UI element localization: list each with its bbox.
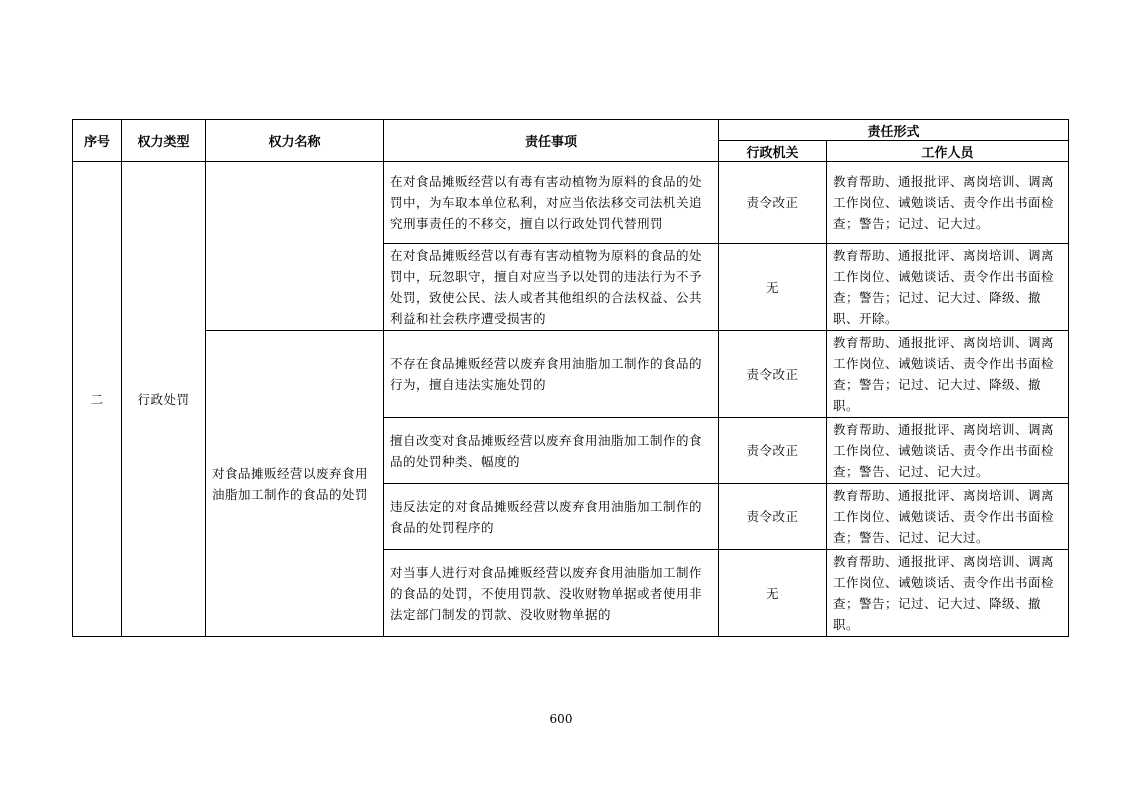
admin-org-text: 无 xyxy=(765,585,779,601)
staff-text: 教育帮助、通报批评、离岗培训、调离工作岗位、诫勉谈话、责令作出书面检查；警告；记过、记大过、降级、撤职、开除。 xyxy=(833,248,1055,326)
admin-org-text: 责令改正 xyxy=(746,366,799,382)
header-power-name: 权力名称 xyxy=(206,120,384,162)
responsibility-cell xyxy=(384,484,719,550)
staff-text: 教育帮助、通报批评、离岗培训、调离工作岗位、诫勉谈话、责令作出书面检查；警告；记过、记大过、降级、撤职。 xyxy=(833,335,1055,413)
responsibility-table-container xyxy=(72,119,1068,637)
header-responsibility-form: 责任形式 xyxy=(719,120,1069,141)
responsibility-text: 对当事人进行对食品摊贩经营以废弃食用油脂加工制作的食品的处罚，不使用罚款、没收财物单据或者使用非法定部门制发的罚款、没收财物单据的 xyxy=(390,564,703,622)
header-admin-org: 行政机关 xyxy=(719,141,827,162)
admin-org-cell xyxy=(719,162,827,244)
responsibility-cell xyxy=(384,550,719,637)
header-responsibility: 责任事项 xyxy=(384,120,719,162)
page-number: 600 xyxy=(549,712,573,726)
admin-org-cell xyxy=(719,331,827,418)
power-type-cell xyxy=(122,162,206,637)
header-staff: 工作人员 xyxy=(827,141,1069,162)
admin-org-cell xyxy=(719,550,827,637)
table-row xyxy=(73,331,1069,418)
responsibility-text: 违反法定的对食品摊贩经营以废弃食用油脂加工制作的食品的处罚程序的 xyxy=(390,498,703,535)
admin-org-cell xyxy=(719,418,827,484)
staff-cell xyxy=(827,331,1069,418)
responsibility-cell xyxy=(384,162,719,244)
staff-text: 教育帮助、通报批评、离岗培训、调离工作岗位、诫勉谈话、责令作出书面检查；警告、记过、记大过。 xyxy=(833,422,1055,479)
seq-value: 二 xyxy=(90,391,104,407)
header-power-type: 权力类型 xyxy=(122,120,206,162)
staff-cell xyxy=(827,244,1069,331)
responsibility-cell xyxy=(384,331,719,418)
power-name-cell xyxy=(206,331,384,637)
admin-org-text: 责令改正 xyxy=(746,195,799,210)
responsibility-text: 在对食品摊贩经营以有毒有害动植物为原料的食品的处罚中，玩忽职守，擅自对应当予以处罚的违法行为不予处罚，致使公民、法人或者其他组织的合法权益、公共利益和社会秩序遭受损害的 xyxy=(390,248,703,326)
staff-text: 教育帮助、通报批评、离岗培训、调离工作岗位、诫勉谈话、责令作出书面检查；警告；记过、记大过、降级、撤职。 xyxy=(833,554,1055,632)
responsibility-text: 在对食品摊贩经营以有毒有害动植物为原料的食品的处罚中，为车取本单位私利，对应当依法移交司法机关追究刑事责任的不移交，擅自以行政处罚代替刑罚 xyxy=(390,174,703,231)
seq-cell xyxy=(73,162,122,637)
responsibility-text: 不存在食品摊贩经营以废弃食用油脂加工制作的食品的行为，擅自违法实施处罚的 xyxy=(390,356,703,392)
staff-text: 教育帮助、通报批评、离岗培训、调离工作岗位、诫勉谈话、责令作出书面检查；警告；记过、记大过。 xyxy=(833,174,1055,231)
staff-text: 教育帮助、通报批评、离岗培训、调离工作岗位、诫勉谈话、责令作出书面检查；警告、记过、记大过。 xyxy=(833,488,1055,545)
admin-org-cell xyxy=(719,484,827,550)
admin-org-cell xyxy=(719,244,827,331)
power-type-value: 行政处罚 xyxy=(137,391,190,407)
responsibility-text: 擅自改变对食品摊贩经营以废弃食用油脂加工制作的食品的处罚种类、幅度的 xyxy=(390,432,703,469)
responsibility-table xyxy=(72,119,1069,637)
staff-cell xyxy=(827,418,1069,484)
power-name-cell-empty xyxy=(206,162,384,331)
header-seq: 序号 xyxy=(73,120,122,162)
responsibility-cell xyxy=(384,244,719,331)
staff-cell xyxy=(827,484,1069,550)
power-name-value: 对食品摊贩经营以废弃食用油脂加工制作的食品的处罚 xyxy=(212,465,369,502)
admin-org-text: 责令改正 xyxy=(746,443,799,458)
table-row xyxy=(73,162,1069,244)
responsibility-cell xyxy=(384,418,719,484)
admin-org-text: 无 xyxy=(765,279,779,295)
staff-cell xyxy=(827,162,1069,244)
admin-org-text: 责令改正 xyxy=(746,509,799,524)
staff-cell xyxy=(827,550,1069,637)
